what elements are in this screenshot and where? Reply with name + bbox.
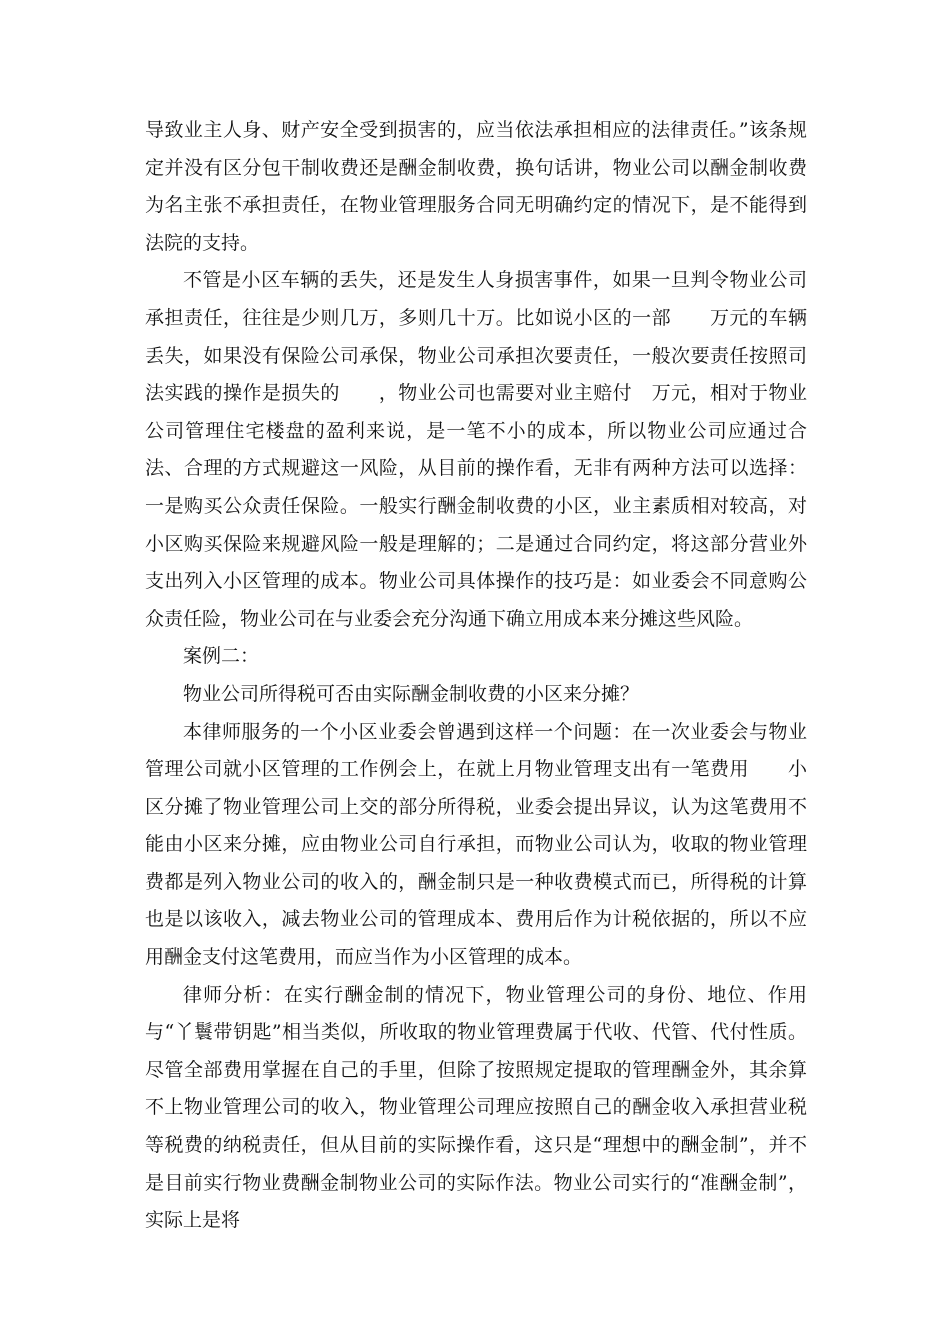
- paragraph-case-description: 本律师服务的一个小区业委会曾遇到这样一个问题：在一次业委会与物业管理公司就小区管理的工作例会上，在就上月物业管理支出有一笔费用 小区分摊了物业管理公司上交的部分所得税，业委会提出异议，认为这笔费用不能由小区来分摊，应由物业公司自行承担，而物业公司认为，收取的物业管理费都是列入物业公司的收入的，酬金制只是一种收费模式而已，所得税的计算也是以该收入，减去物业公司的管理成本、费用后作为计税依据的，所以不应用酬金支付这笔费用，而应当作为小区管理的成本。: [145, 720, 807, 969]
- paragraph-liability-risk: 不管是小区车辆的丢失，还是发生人身损害事件，如果一旦判令物业公司承担责任，往往是少则几万，多则几十万。比如说小区的一部 万元的车辆丢失，如果没有保险公司承保，物业公司承担次要责任，一般次要责任按照司法实践的操作是损失的 ，物业公司也需要对业主赔付 万元，相对于物业公司管理住宅楼盘的盈利来说，是一笔不小的成本，所以物业公司应通过合法、合理的方式规避这一风险，从目前的操作看，无非有两种方法可以选择：一是购买公众责任保险。一般实行酬金制收费的小区，业主素质相对较高，对小区购买保险来规避风险一般是理解的；二是通过合同约定，将这部分营业外支出列入小区管理的成本。物业公司具体操作的技巧是：如业委会不同意购公众责任险，物业公司在与业委会充分沟通下确立用成本来分摊这些风险。: [145, 269, 807, 630]
- paragraph-lawyer-analysis: 律师分析：在实行酬金制的情况下，物业管理公司的身份、地位、作用与“丫鬟带钥匙”相当类似，所收取的物业管理费属于代收、代管、代付性质。尽管全部费用掌握在自己的手里，但除了按照规定提取的管理酬金外，其余算不上物业管理公司的收入，物业管理公司理应按照自己的酬金收入承担营业税等税费的纳税责任，但从目前的实际操作看，这只是“理想中的酬金制”，并不是目前实行物业费酬金制物业公司的实际作法。物业公司实行的“准酬金制”，实际上是将: [145, 983, 807, 1232]
- paragraph-continued: 导致业主人身、财产安全受到损害的，应当依法承担相应的法律责任。”该条规定并没有区分包干制收费还是酬金制收费，换句话讲，物业公司以酬金制收费为名主张不承担责任，在物业管理服务合同无明确约定的情况下，是不能得到法院的支持。: [145, 119, 807, 254]
- document-body: [145, 112, 807, 1240]
- case-heading: 案例二：: [183, 645, 260, 668]
- case-question: 物业公司所得税可否由实际酬金制收费的小区来分摊？: [183, 682, 640, 705]
